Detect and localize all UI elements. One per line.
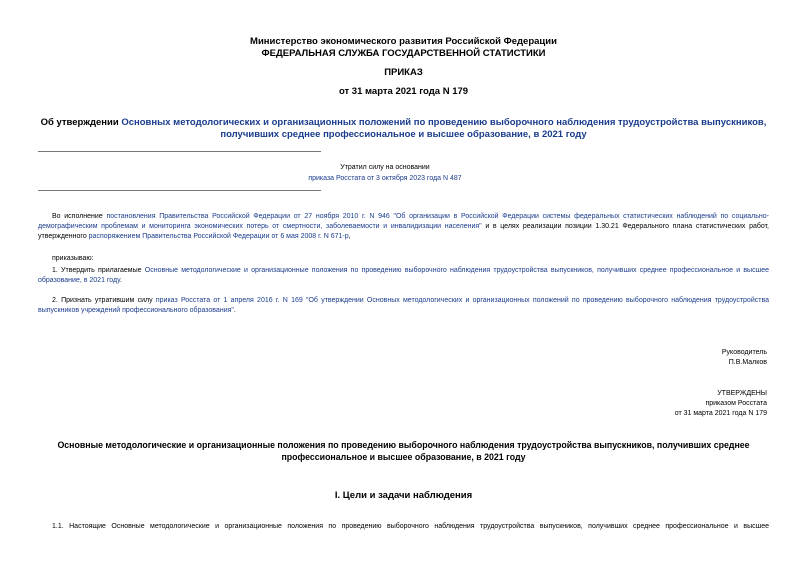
title-link[interactable]: Основных методологических и организационных положений по проведению выборочного наблюдения трудоустройства выпускников, [121, 117, 767, 128]
signature-name: П.В.Малков [728, 359, 767, 366]
status-note-link[interactable]: приказа Росстата от 3 октября 2023 года N 487 [308, 175, 462, 182]
ministry-name: Министерство экономического развития Российской Федерации [250, 36, 557, 47]
approval-order: приказом Росстата [705, 400, 767, 407]
section-paragraph: 1.1. Настоящие Основные методологические и организационные положения по проведению выборочного наблюдения трудоустройства выпускников, получивших среднее профессиональное и высшее [52, 523, 769, 530]
document-type: ПРИКАЗ [384, 67, 423, 78]
order-item-1: 1. Утвердить прилагаемые Основные методологические и организационные положения по проведению выборочного наблюдения трудоустройства выпускников, получивших среднее профессиональное и высшее образование, в 2021 году. [38, 267, 769, 284]
divider-bottom [38, 190, 321, 191]
document-date: от 31 марта 2021 года N 179 [338, 86, 469, 97]
section-heading: I. Цели и задачи наблюдения [334, 490, 473, 501]
preamble-paragraph: Во исполнение постановления Правительства Российской Федерации от 27 ноября 2010 г. N 946 "Об организации в Российской Федерации системы федеральных статистических наблюдений по социально-демографическим проблемам и мониторинга экономических потерь от смертности, заболеваемости и инвалидизации населения" и в целях реализации позиции 1.30.21 Федерального плана статистических работ, утвержденного распоряжением Правительства Российской Федерации от 6 мая 2008 г. N 671-р, [38, 213, 769, 240]
title-prefix: Об утверждении [40, 117, 122, 128]
directive-link[interactable]: распоряжением Правительства Российской Федерации от 6 мая 2008 г. N 671-р [88, 233, 349, 240]
annex-title: Основные методологические и организационные положения по проведению выборочного наблюдения трудоустройства выпускников, получивших среднее [57, 440, 750, 450]
title-link-line2[interactable]: получивших среднее профессиональное и высшее образование, в 2021 году [220, 129, 587, 140]
repealed-order-link[interactable]: приказ Росстата от 1 апреля 2016 г. N 169 "Об утверждении Основных методологических и организационных положений по проведению выборочного наблюдения трудоустройства выпускников учреждений профессионального образования" [38, 297, 769, 314]
approved-provisions-link[interactable]: Основные методологические и организационные положения по проведению выборочного наблюдения трудоустройства выпускников, получивших среднее профессиональное и высшее образование, в 2021 году [38, 267, 769, 284]
approval-date: от 31 марта 2021 года N 179 [674, 410, 767, 417]
service-name: ФЕДЕРАЛЬНАЯ СЛУЖБА ГОСУДАРСТВЕННОЙ СТАТИСТИКИ [261, 48, 546, 59]
order-word: приказываю: [52, 255, 94, 262]
document-title [0, 117, 807, 129]
approval-label: УТВЕРЖДЕНЫ [717, 390, 767, 397]
resolution-link[interactable]: постановления Правительства Российской Федерации от 27 ноября 2010 г. N 946 "Об организации в Российской Федерации системы федеральных статистических наблюдений по социально-демографическим проблемам и мониторинга экономических потерь от смертности, заболеваемости и инвалидизации населения" [38, 213, 769, 230]
status-note: Утратил силу на основании [340, 164, 430, 171]
order-item-2: 2. Признать утратившим силу приказ Росстата от 1 апреля 2016 г. N 169 "Об утверждении Основных методологических и организационных положений по проведению выборочного наблюдения трудоустройства выпускников учреждений профессионального образования". [38, 297, 769, 314]
annex-title-line2: профессиональное и высшее образование, в 2021 году [281, 452, 526, 462]
signature-role: Руководитель [721, 349, 767, 356]
divider-top [38, 151, 321, 152]
